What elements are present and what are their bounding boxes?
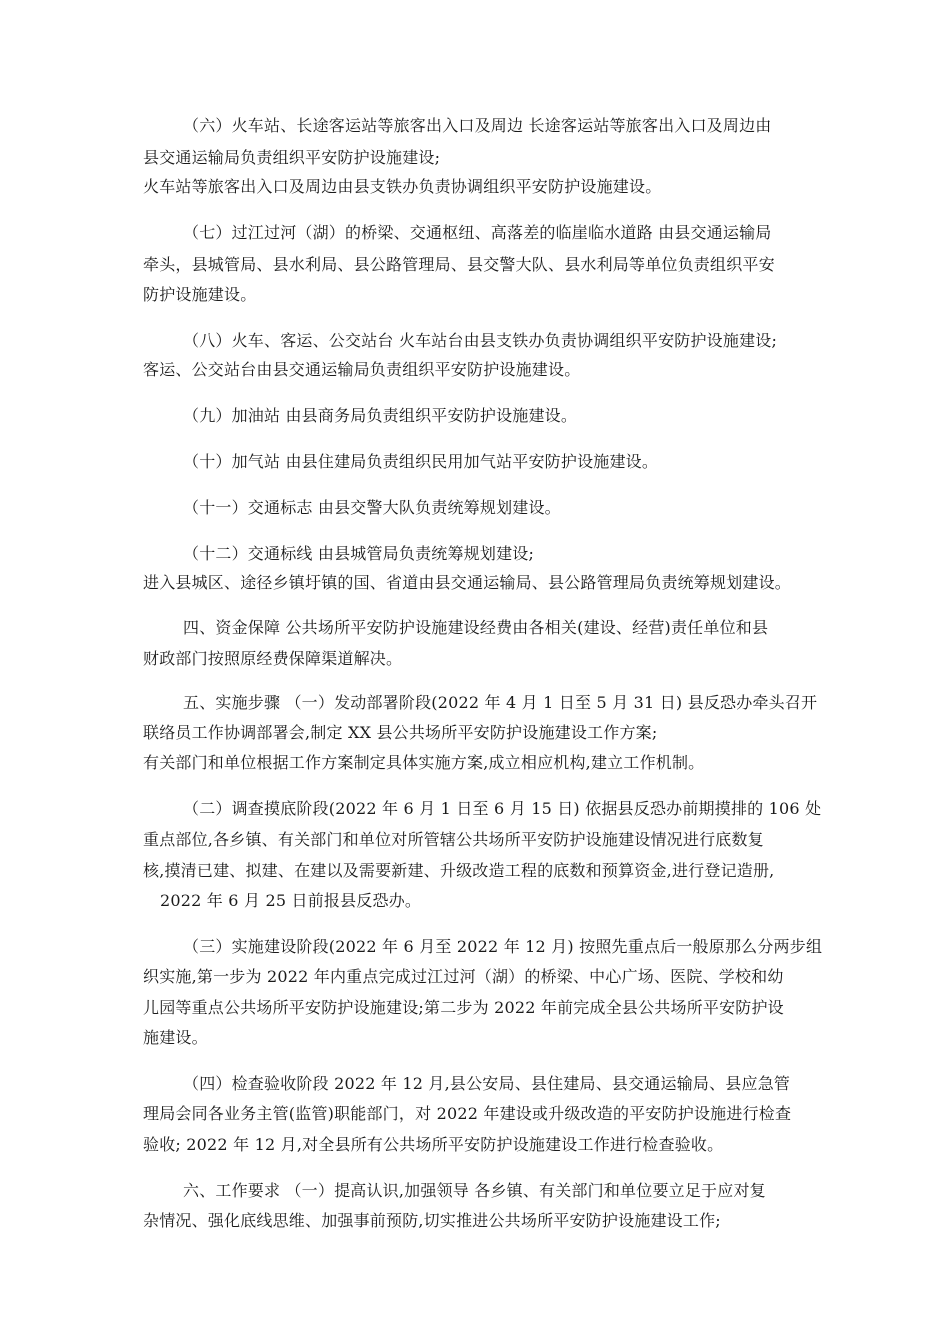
text-line: （八）火车、客运、公交站台 火车站台由县支铁办负责协调组织平安防护设施建设; <box>183 331 778 350</box>
text-line: 六、工作要求 （一）提高认识,加强领导 各乡镇、有关部门和单位要立足于应对复 <box>183 1181 766 1200</box>
text-line: （十一）交通标志 由县交警大队负责统筹规划建设。 <box>183 498 561 517</box>
text-line: 核,摸清已建、拟建、在建以及需要新建、升级改造工程的底数和预算资金,进行登记造册, <box>143 861 775 880</box>
text-line: 理局会同各业务主管(监管)职能部门，对 2022 年建设或升级改造的平安防护设施进行检查 <box>143 1104 792 1123</box>
text-line: 有关部门和单位根据工作方案制定具体实施方案,成立相应机构,建立工作机制。 <box>143 753 705 772</box>
text-line: 县交通运输局负责组织平安防护设施建设; <box>143 148 441 167</box>
text-line: 牵头，县城管局、县水利局、县公路管理局、县交警大队、县水利局等单位负责组织平安 <box>143 255 775 274</box>
text-line: 客运、公交站台由县交通运输局负责组织平安防护设施建设。 <box>143 360 581 379</box>
text-line: （三）实施建设阶段(2022 年 6 月至 2022 年 12 月) 按照先重点后一般原那么分两步组 <box>183 937 823 956</box>
text-line: 重点部位,各乡镇、有关部门和单位对所管辖公共场所平安防护设施建设情况进行底数复 <box>143 830 764 849</box>
text-line: 织实施,第一步为 2022 年内重点完成过江过河（湖）的桥梁、中心广场、医院、学校和幼 <box>143 967 784 986</box>
text-line: 联络员工作协调部署会,制定 XX 县公共场所平安防护设施建设工作方案; <box>143 723 658 742</box>
text-line: 四、资金保障 公共场所平安防护设施建设经费由各相关(建设、经营)责任单位和县 <box>183 618 769 637</box>
text-line: （九）加油站 由县商务局负责组织平安防护设施建设。 <box>183 406 578 425</box>
text-line: 防护设施建设。 <box>143 285 257 304</box>
text-line: 五、实施步骤 （一）发动部署阶段(2022 年 4 月 1 日至 5 月 31 日) 县反恐办牵头召开 <box>183 693 818 712</box>
text-line: （七）过江过河（湖）的桥梁、交通枢纽、高落差的临崖临水道路 由县交通运输局 <box>183 223 772 242</box>
text-line: （六）火车站、长途客运站等旅客出入口及周边 长途客运站等旅客出入口及周边由 <box>183 116 772 135</box>
text-line: 2022 年 6 月 25 日前报县反恐办。 <box>160 891 422 910</box>
text-line: 杂情况、强化底线思维、加强事前预防,切实推进公共场所平安防护设施建设工作; <box>143 1211 721 1230</box>
text-line: 火车站等旅客出入口及周边由县支铁办负责协调组织平安防护设施建设。 <box>143 177 662 196</box>
text-line: 施建设。 <box>143 1028 208 1047</box>
text-line: 财政部门按照原经费保障渠道解决。 <box>143 649 403 668</box>
text-line: 儿园等重点公共场所平安防护设施建设;第二步为 2022 年前完成全县公共场所平安防护设 <box>143 998 784 1017</box>
text-line: （二）调查摸底阶段(2022 年 6 月 1 日至 6 月 15 日) 依据县反恐办前期摸排的 106 处 <box>183 799 822 818</box>
text-line: （四）检查验收阶段 2022 年 12 月,县公安局、县住建局、县交通运输局、县应急管 <box>183 1074 791 1093</box>
text-line: （十）加气站 由县住建局负责组织民用加气站平安防护设施建设。 <box>183 452 659 471</box>
text-line: 进入县城区、途径乡镇圩镇的国、省道由县交通运输局、县公路管理局负责统筹规划建设。 <box>143 573 792 592</box>
text-line: 验收; 2022 年 12 月,对全县所有公共场所平安防护设施建设工作进行检查验收。 <box>143 1135 724 1154</box>
text-line: （十二）交通标线 由县城管局负责统筹规划建设; <box>183 544 535 563</box>
